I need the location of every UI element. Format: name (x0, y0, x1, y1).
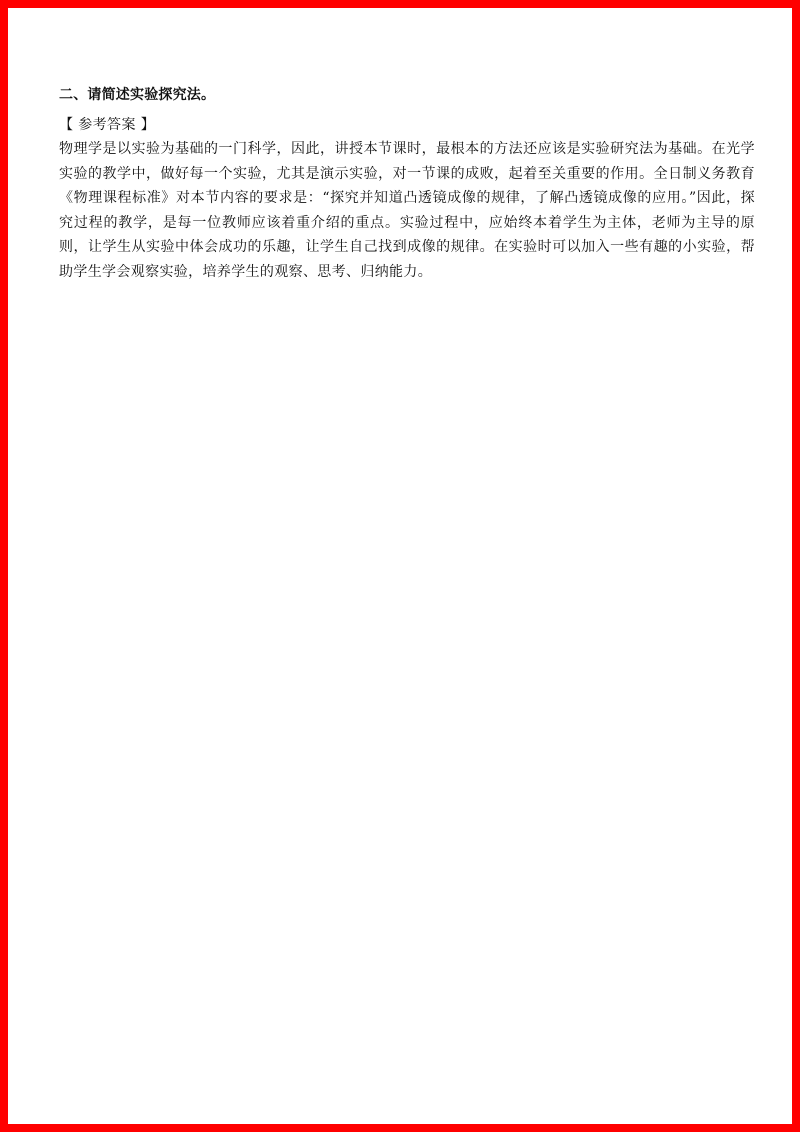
question-heading: 二、请简述实验探究法。 (59, 87, 216, 103)
answer-label: 【 参考答案 】 (59, 117, 156, 133)
document-content (59, 83, 755, 284)
answer-paragraph: 物理学是以实验为基础的一门科学，因此，讲授本节课时，最根本的方法还应该是实验研究法为基础。在光学实验的教学中，做好每一个实验，尤其是演示实验，对一节课的成败，起着至关重要的作用。全日制义务教育《物理课程标准》对本节内容的要求是：“探究并知道凸透镜成像的规律，了解凸透镜成像的应用。”因此，探究过程的教学，是每一位教师应该着重介绍的重点。实验过程中，应始终本着学生为主体，老师为主导的原则，让学生从实验中体会成功的乐趣，让学生自己找到成像的规律。在实验时可以加入一些有趣的小实验，帮助学生学会观察实验，培养学生的观察、思考、归纳能力。 (59, 141, 755, 280)
